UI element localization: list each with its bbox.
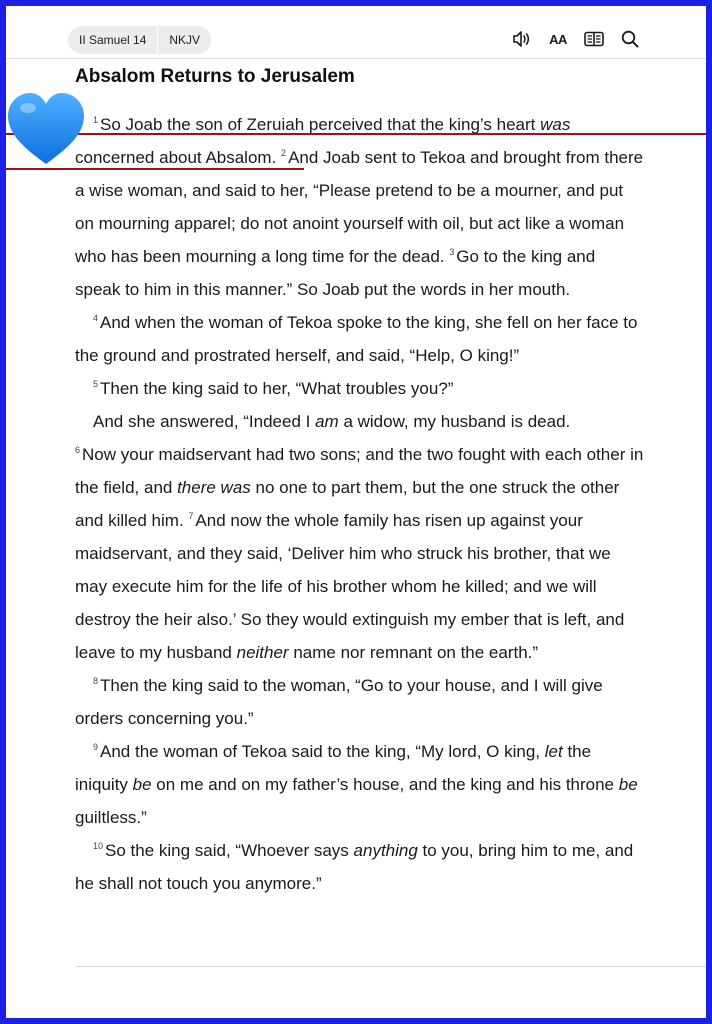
paragraph (75, 735, 645, 834)
chapter-content (75, 64, 645, 900)
verse-9-italic[interactable]: be (132, 775, 152, 794)
reader-mode-icon[interactable] (584, 28, 604, 50)
verse-3-text[interactable]: Go to the king and speak to him in this manner.” So Joab put the words in her mouth. (75, 247, 596, 299)
version-button[interactable]: NKJV (169, 33, 201, 47)
verse-7-italic[interactable]: neither (236, 643, 289, 662)
toolbar-actions (512, 28, 640, 50)
verse-1-text-end[interactable]: concerned about Absalom. (75, 148, 277, 167)
verse-1-text[interactable]: So Joab the son of Zeruiah perceived that the king’s heart (100, 115, 541, 134)
section-heading: Absalom Returns to Jerusalem (75, 66, 355, 87)
bottom-divider (75, 966, 706, 967)
verse-6-italic[interactable]: there was (177, 478, 251, 497)
search-icon[interactable] (620, 28, 640, 50)
verse-text (75, 108, 645, 900)
verse-9-italic[interactable]: let (544, 742, 563, 761)
top-toolbar (6, 6, 706, 59)
verse-number[interactable]: 10 (93, 841, 104, 852)
verse-number[interactable]: 9 (93, 742, 99, 753)
verse-9-text-c[interactable]: on me and on my father’s house, and the king and his throne (151, 775, 619, 794)
verse-5-answer[interactable]: And she answered, “Indeed I (93, 412, 316, 431)
verse-2-text[interactable]: And Joab sent to Tekoa and brought from there a wise woman, and said to her, “Please pretend to be a mourner, and put on mourning apparel; do not anoint yourself with oil, but act like a woman who has been mourning a long time for the dead. (75, 148, 644, 266)
verse-7-text[interactable]: And now the whole family has risen up against your maidservant, and they said, ‘Deliver him who struck his brother, that we may execute him for the life of his brother whom he killed; and we will destroy the heir also.’ So they would extinguish my ember that is left, and leave to my husband (75, 511, 625, 662)
verse-5-italic[interactable]: am (315, 412, 339, 431)
verse-6-text-end[interactable]: no one to part them, but the one struck the other and killed him. (75, 478, 620, 530)
text-size-icon[interactable] (548, 28, 568, 50)
verse-9-text-end[interactable]: guiltless.” (75, 808, 147, 827)
paragraph (75, 669, 645, 735)
passage-selector[interactable] (68, 26, 211, 54)
verse-7-text-end[interactable]: name nor remnant on the earth.” (288, 643, 539, 662)
paragraph (75, 372, 645, 405)
paragraph (75, 108, 645, 306)
verse-10-italic[interactable]: anything (353, 841, 418, 860)
audio-icon[interactable] (512, 28, 532, 50)
verse-number[interactable]: 8 (93, 676, 99, 687)
verse-8-text[interactable]: Then the king said to the woman, “Go to your house, and I will give orders concerning you.” (75, 676, 603, 728)
text-size-label: AA (549, 31, 567, 47)
verse-number[interactable]: 5 (93, 379, 99, 390)
verse-4-text[interactable]: And when the woman of Tekoa spoke to the king, she fell on her face to the ground and prostrated herself, and said, “Help, O king!” (75, 313, 638, 365)
verse-number[interactable]: 4 (93, 313, 99, 324)
verse-5-text[interactable]: Then the king said to her, “What troubles you?” (100, 379, 454, 398)
paragraph (75, 438, 645, 669)
verse-number[interactable]: 1 (93, 115, 99, 126)
verse-5-answer-end[interactable]: a widow, my husband is dead. (338, 412, 571, 431)
verse-number[interactable]: 2 (281, 148, 287, 159)
verse-1-italic[interactable]: was (540, 115, 571, 134)
verse-number[interactable]: 6 (75, 445, 81, 456)
verse-6-text[interactable]: Now your maidservant had two sons; and the two fought with each other in the field, and (75, 445, 644, 497)
paragraph (75, 306, 645, 372)
verse-10-text[interactable]: So the king said, “Whoever says (105, 841, 354, 860)
verse-9-text[interactable]: And the woman of Tekoa said to the king, “My lord, O king, (100, 742, 545, 761)
verse-10-text-end[interactable]: to you, bring him to me, and he shall not touch you anymore.” (75, 841, 634, 893)
book-chapter-button[interactable]: II Samuel 14 (68, 26, 158, 54)
blue-heart-icon (6, 90, 86, 170)
verse-9-text-b[interactable]: the iniquity (75, 742, 592, 794)
paragraph (75, 834, 645, 900)
verse-number[interactable]: 7 (188, 511, 194, 522)
verse-number[interactable]: 3 (449, 247, 455, 258)
verse-9-italic[interactable]: be (618, 775, 638, 794)
paragraph (75, 405, 645, 438)
